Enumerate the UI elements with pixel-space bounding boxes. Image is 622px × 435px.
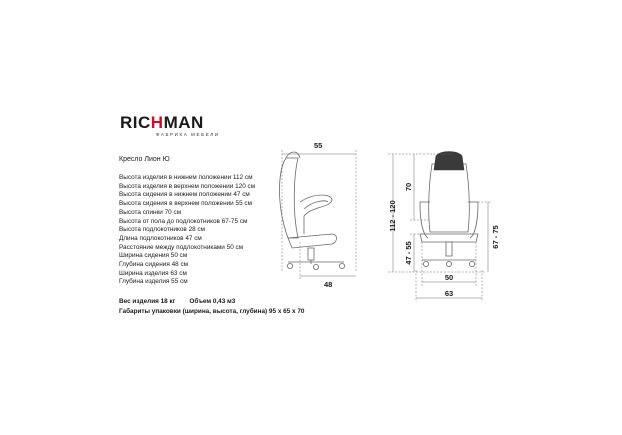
weight-volume-line [119,298,235,305]
side-depth-label: 55 [314,141,323,150]
front-seat-width-label: 50 [444,273,454,282]
product-volume: Объем 0,43 м3 [189,298,236,305]
spec-item: Высота сидения в верхнем положении 55 см [119,200,252,208]
spec-item: Высота сидения в нижнем положении 47 см [119,191,250,199]
chair-dimension-diagram [270,130,510,305]
logo-wordmark: RICHMAN [120,113,204,132]
spec-item: Длина подлокотников 47 см [119,234,202,242]
logo-subtitle: ФАБРИКА МЕБЕЛИ [156,132,220,137]
spec-list [119,174,255,287]
spec-item: Глубина сидения 48 см [119,261,189,269]
spec-item: Ширина сидения 50 см [119,252,188,260]
front-back-height-label: 70 [404,182,413,192]
front-armrest-height-label: 67 - 75 [491,225,500,249]
front-seat-height-label: 47 - 55 [404,241,413,265]
spec-item: Высота изделия в верхнем положении 120 см [119,182,256,190]
front-view-dimensions [388,154,492,302]
side-view-dimensions [282,150,356,280]
front-view-chair [420,164,478,267]
headrest-shape [434,152,464,171]
spec-item: Расстояние между подлокотниками 50 см [119,243,244,251]
product-title: Кресло Лион Ю [119,156,170,163]
package-dimensions: Габариты упаковки (ширина, высота, глубина) 95 х 65 х 70 [119,308,305,315]
spec-item: Высота спинки 70 см [119,208,182,216]
spec-item: Высота изделия в нижнем положении 112 см [119,174,253,181]
product-weight: Вес изделия 18 кг [119,298,176,305]
spec-item: Глубина изделия 55 см [119,278,188,286]
front-total-width-label: 63 [444,289,454,298]
side-view-chair [280,152,345,270]
spec-item: Высота подлокотников 28 см [119,226,206,234]
spec-item: Высота от пола до подлокотников 67-75 см [119,217,248,225]
front-total-height-label: 112 - 120 [388,200,397,232]
spec-item: Ширина изделия 63 см [119,269,187,277]
brand-logo [120,114,226,144]
side-seat-depth-label: 48 [324,280,333,289]
